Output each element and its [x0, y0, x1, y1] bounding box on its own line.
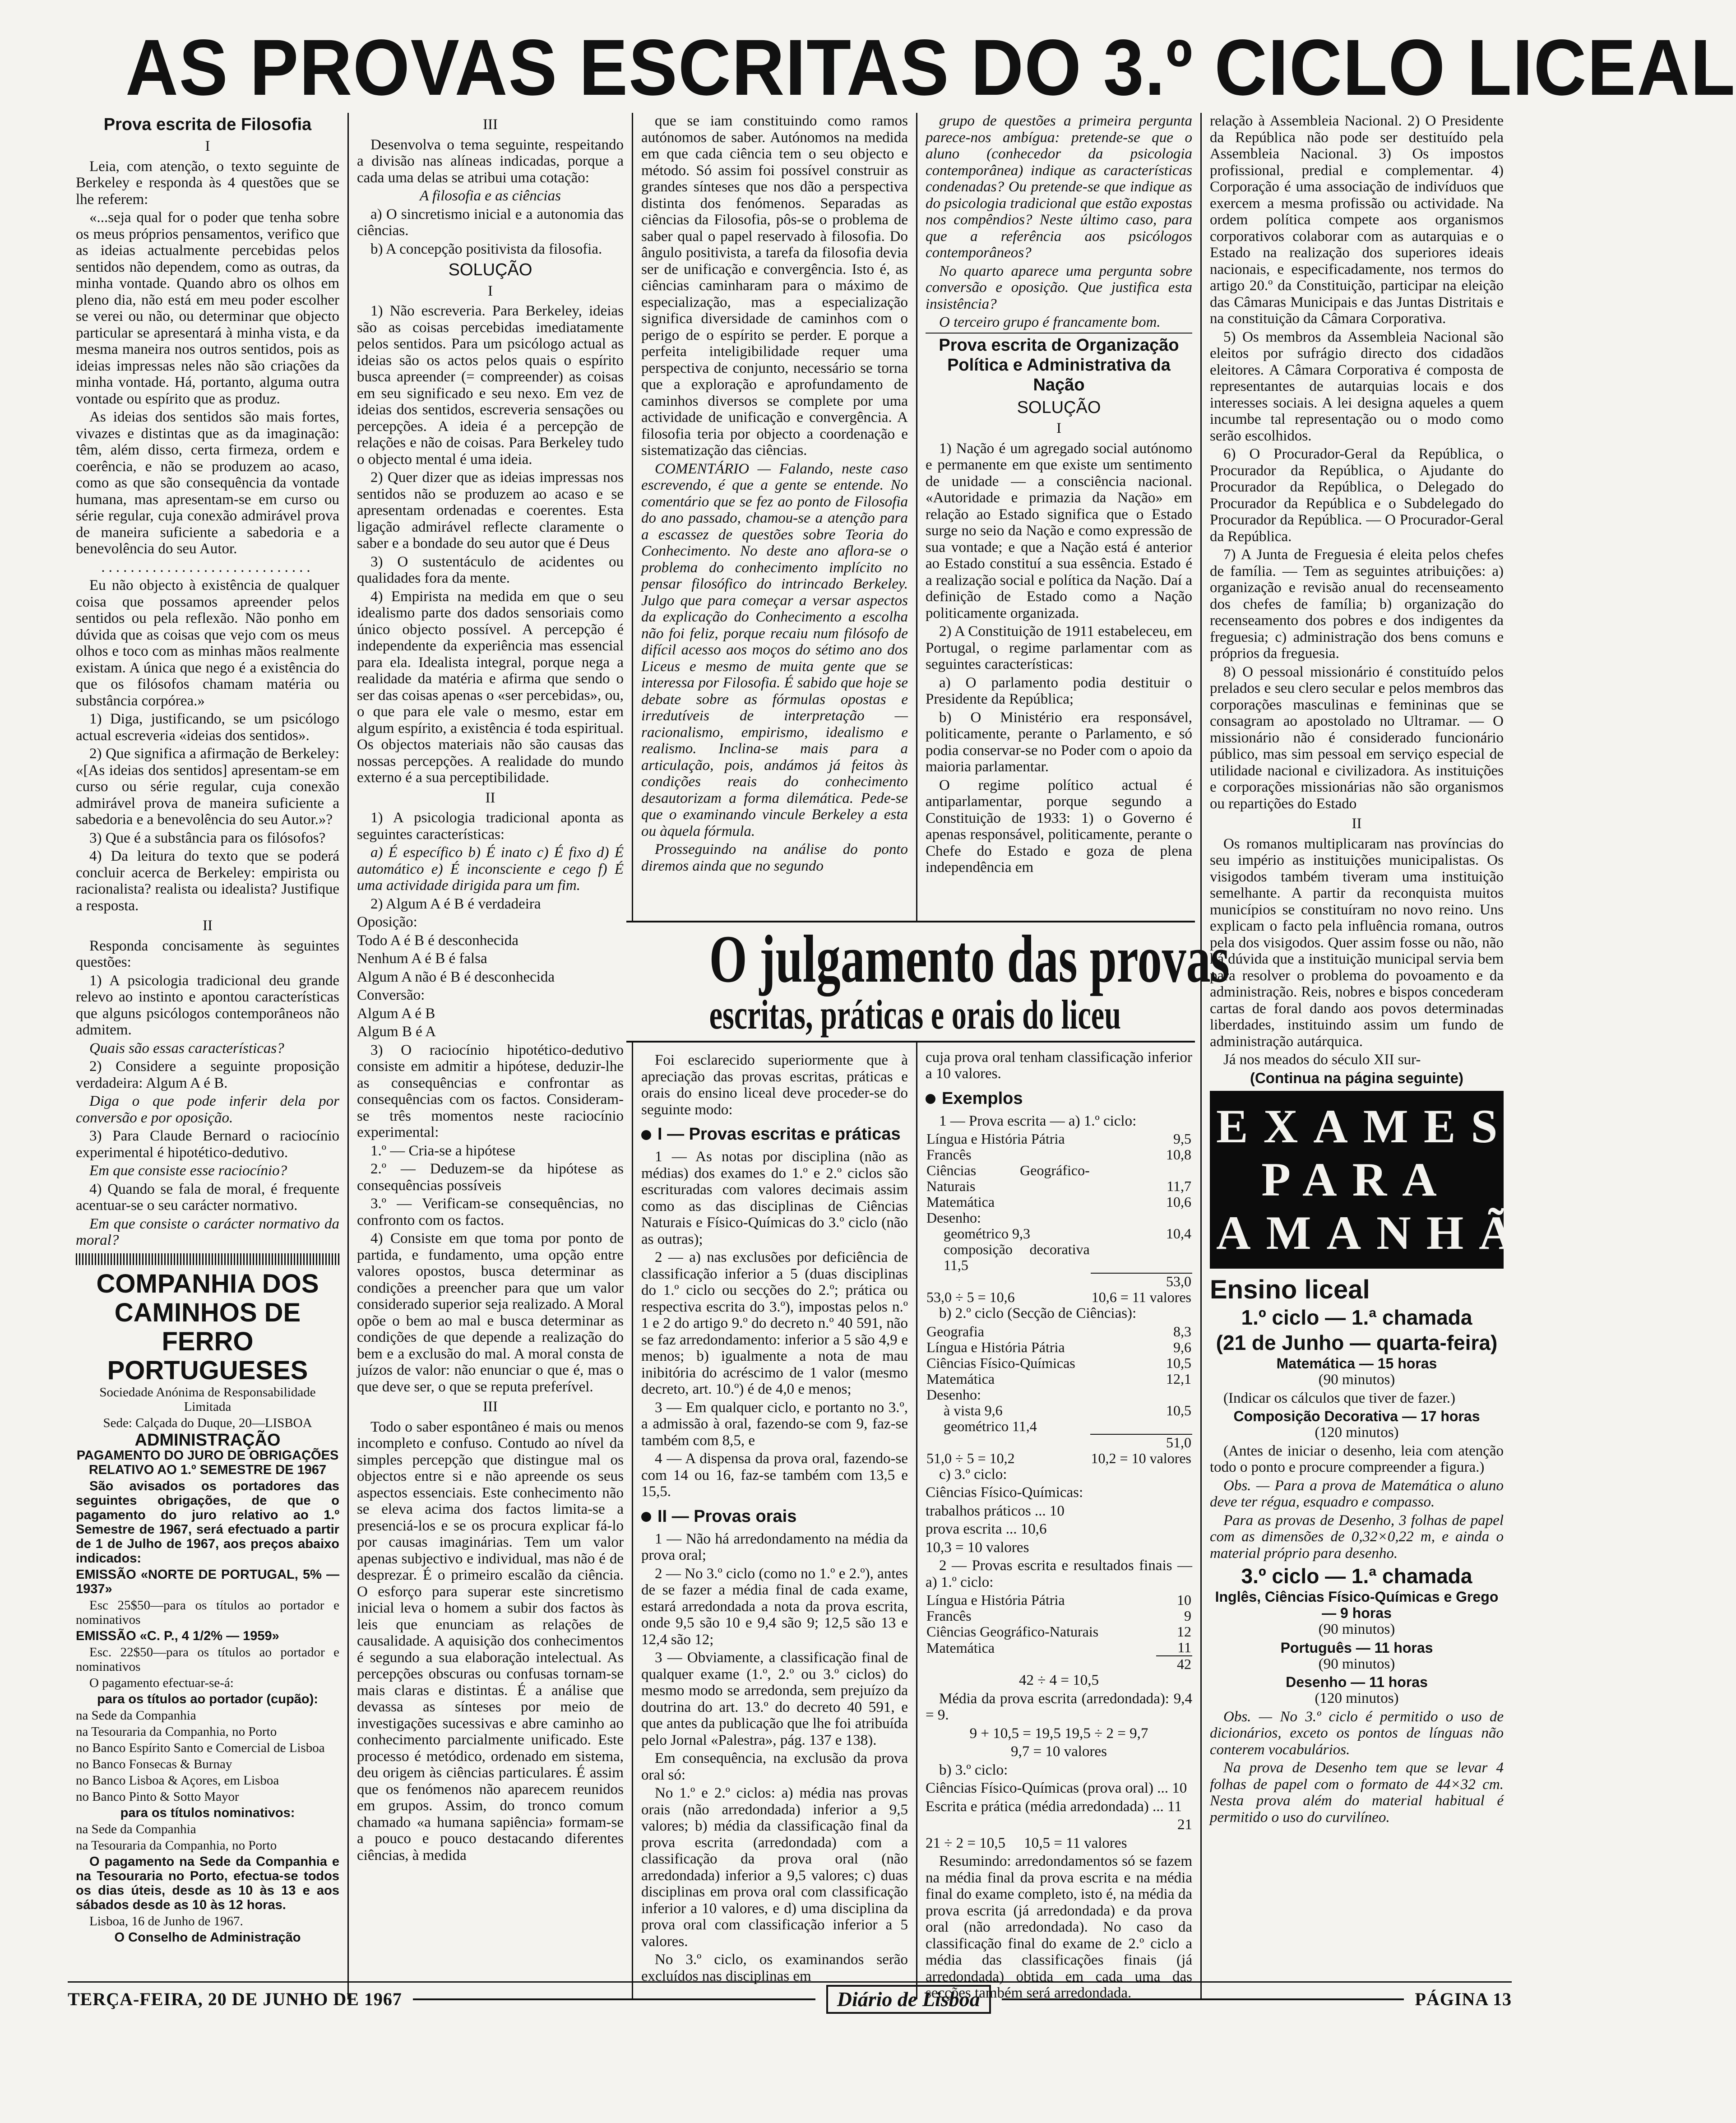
- resumo: Resumindo: arredondamentos só se fazem na média final da prova escrita e na média final do exame completo, isto é, na média da prova escrita (já arredondada) e da prova oral (não arredondada). No caso da classificação final do exame de 2.º ciclo a média das classificações finais (já arredondada) obtida em cada uma das secções também será arredondada.: [926, 1853, 1192, 2001]
- calc-line: Média da prova escrita (arredondada): 9,4 = 9.: [926, 1690, 1192, 1723]
- grades-table-3: [926, 1592, 1192, 1672]
- ad-emission-2-price: Esc. 22$50—para os títulos ao portador e nominativos: [76, 1645, 339, 1674]
- exames-banner: EXAMES PARA AMANHÃ: [1210, 1091, 1504, 1269]
- answer-ii-3-step: 3.º — Verificam-se consequências, no confronto com os factos.: [357, 1196, 624, 1228]
- exam-duration: (90 minutos): [1318, 1655, 1395, 1672]
- ad-emission-1-price: Esc 25$50—para os títulos ao portador e nominativos: [76, 1598, 339, 1627]
- exam-note: Na prova de Desenho tem que se levar 4 folhas de papel com o formato de 44×32 cm. Nesta prova além do material habitual é permitido o uso do curvilíneo.: [1210, 1760, 1504, 1826]
- column-3: [632, 113, 916, 1999]
- exam-item: Inglês, Ciências Físico-Químicas e Grego — 9 horas: [1215, 1589, 1499, 1621]
- bullet-icon: [926, 1094, 935, 1104]
- grade-row: Língua e História Pátria 9,6: [926, 1339, 1191, 1355]
- answer-ii-2-line: Algum B é A: [357, 1024, 436, 1040]
- organizacao-continued: relação à Assembleia Nacional. 2) O Presidente da República não pode ser destituído pela Assembleia Nacional. 3) Os impostos profissional, predial e complementar. 4) Corporação é uma associação de indivíduos que exercem a mesma profissão ou actividade. Na ordem política compete aos organismos corporativos colaborar com as autarquias e o Estado na realização dos superiores ideais nacionais, e especificadamente, nos termos do artigo 20.º da Constituição, participar na eleição das Câmaras Municipais e das Juntas Distritais e na constituição da Câmara Corporativa.: [1210, 113, 1504, 327]
- ad-payment-line: para os títulos nominativos:: [120, 1806, 295, 1820]
- example-3-line: 10,3 = 10 valores: [926, 1539, 1029, 1556]
- berkeley-quote-1: «...seja qual for o poder que tenha sobre os meus próprios pensamentos, verifico que as ideias actualmente percebidas pelos sentidos não dependem, como as outras, da minha vontade. Quando abro os olhos em pleno dia, não está em meu poder escolher se verei ou não, ou determinar que objecto particular se apresentará à minha vista, e da mesma maneira nos outros sentidos, pois as ideias impressas neles não são criações da minha vontade. Há, portanto, alguma outra vontade ou espírito que as produz.: [76, 209, 339, 407]
- calc-line: 42 ÷ 4 = 10,5: [1019, 1672, 1099, 1688]
- answer-ii-2-line: Todo A é B é desconhecida: [357, 932, 518, 949]
- exam-note: (Indicar os cálculos que tiver de fazer.): [1223, 1390, 1455, 1406]
- bullet-icon: [641, 1130, 651, 1140]
- grade-row: Geografia 8,3: [926, 1323, 1191, 1340]
- grade-row: Desenho:: [926, 1386, 981, 1403]
- grade-row: Ciências Físico-Químicas 10,5: [926, 1354, 1191, 1371]
- page-number: PÁGINA 13: [1415, 1989, 1512, 2009]
- grade-row: à vista 9,6 10,5: [944, 1402, 1191, 1418]
- ad-payment-line: para os títulos ao portador (cupão):: [97, 1692, 318, 1706]
- ad-title: COMPANHIA DOS CAMINHOS DE FERRO PORTUGUESES: [96, 1269, 319, 1385]
- organizacao-answer-1: 1) Nação é um agregado social autónomo e permanente em que existe um sentimento de unidade — a consciência nacional. «Autoridade e primazia da Nação» em relação ao Estado significa que o Estado surge no seio da Nação e como expressão de sua vontade; e que a Nação está é anterior ao Estado constituí a sua essência. Estado é a realização social e política da Nação. Daí a definição de Estado como a Nação politicamente organizada.: [926, 440, 1192, 621]
- exam-duration: (90 minutos): [1318, 1372, 1395, 1388]
- ad-payment-line: na Sede da Companhia: [76, 1822, 196, 1836]
- berkeley-quote-2: As ideias dos sentidos são mais fortes, vivazes e distintas que as da imaginação: têm, além disso, certa firmeza, ordem e coerência, e não se produzem ao acaso, como as que são consequência da vontade humana, mas apresentam-se em curso ou série regular, cuja conexão admirável prova de maneira suficiente a sabedoria e a benevolência do seu Autor.: [76, 409, 339, 557]
- page-headline: AS PROVAS ESCRITAS DO 3.º CICLO LICEAL: [125, 23, 1736, 112]
- question-1: 1) Diga, justificando, se um psicólogo actual escreveria «ideias dos sentidos».: [76, 711, 339, 744]
- grade-row: Matemática 12,1: [926, 1370, 1191, 1387]
- answer-ii-3-step: 2.º — Deduzem-se da hipótese as consequências possíveis: [357, 1161, 624, 1194]
- answer-ii-1: 1) A psicologia tradicional aponta as seguintes características:: [357, 810, 624, 843]
- julgamento-rule: Em consequência, na exclusão da prova oral só:: [641, 1750, 908, 1783]
- grade-row: geométrico 11,4: [944, 1418, 1037, 1434]
- question-4: 4) Da leitura do texto que se poderá concluir acerca de Berkeley: empirista ou racionalista? realista ou idealista? Justifique a resposta.: [76, 848, 339, 914]
- exam-duration: (120 minutos): [1315, 1690, 1399, 1706]
- part2-question-2b: Diga o que pode inferir dela por conversão e por oposição.: [76, 1093, 339, 1126]
- answer-2: 2) Quer dizer que as ideias impressas nos sentidos não se produzem ao acaso e se apresentam ordenadas e coerentes. Esta ligação admirável reflecte claramente o saber e a bondade do seu autor que é Deus: [357, 469, 624, 552]
- julgamento-rule: No 1.º e 2.º ciclos: a) média nas provas orais (não arredondada) inferior a 9,5 valores; b) média da classificação final da prova escrita (arredondada) com a classificação da prova oral (não arredondada) inferior a 9,5 valores; c) duas disciplinas em prova oral com classificação inferior a 10 valores, e d) uma disciplina da prova oral com classificação inferior a 5 valores.: [641, 1785, 908, 1950]
- exemplos-heading: Exemplos: [926, 1089, 1192, 1108]
- organizacao-part-ii: Os romanos multiplicaram nas províncias do seu império as instituições municipalistas. Os visigodos também tiveram uma instituição semelhante. A partir da reconquista muitos municípios se constituíram no novo reino. Uns explicam o facto pela influência romana, outros pela dos visigodos. Quer assim fosse ou não, não há dúvida que a instituição municipal servia bem para resolver o problema do povoamento e da administração. Reis, nobres e bispos concederam cartas de foral dando aos povos determinadas liberdades, instituindo assim um fundo de administração autárquica.: [1210, 835, 1504, 1050]
- example-1-title: 1 — Prova escrita — a) 1.º ciclo:: [939, 1112, 1137, 1129]
- footer-date: TERÇA-FEIRA, 20 DE JUNHO DE 1967: [68, 1989, 402, 2009]
- column-1: [68, 113, 347, 1999]
- ciclo-3-heading: 3.º ciclo — 1.ª chamada: [1241, 1564, 1472, 1588]
- berkeley-quote-3: Eu não objecto à existência de qualquer coisa que possamos apreender pelos sentidos ou pela reflexão. Não ponho em dúvida que as coisas que vejo com os meus olhos e toco com as minhas mãos realmente existam. A única que nego é a existência do que os filósofos chamam matéria ou substância corpórea.»: [76, 577, 339, 709]
- part2-question-3b: Em que consiste esse raciocínio?: [89, 1163, 287, 1179]
- organizacao-answer-2b: b) O Ministério era responsável, politicamente, perante o Parlamento, e só podia conservar-se no Poder com o apoio da maioria parlamentar.: [926, 709, 1192, 775]
- ad-payment-line: na Tesouraria da Companhia, no Porto: [76, 1838, 277, 1853]
- ad-signature: O Conselho de Administração: [114, 1930, 301, 1945]
- grade-row: Língua e História Pátria 10: [926, 1592, 1191, 1608]
- commentary: COMENTÁRIO — Falando, neste caso escrevendo, é que a gente se entende. No comentário que se fez ao ponto de Filosofia do ano passado, chamou-se a atenção para a escassez de questões sobre Teoria do Conhecimento. No deste ano aflora-se o problema do conhecimento implícito no pensar filosófico do intrincado Berkeley. Julgo que para começar a versar aspectos da explicação do Conhecimento a escolha não foi feliz, porque recaiu num filósofo de difícil acesso aos moços do sétimo ano dos Liceus e mesmo de muita gente que se interessa por Filosofia. É sabido que hoje se debate sobre as fórmulas opostas e irredutíveis de interpretação — racionalismo, empirismo, idealismo e realismo. Inclina-se mais para a articulação, pois, andámos já feitos às condições reais do conhecimento desautorizam a forma dilemática. Pede-se que o examinando vincule Berkeley a esta ou àquela fórmula.: [641, 460, 908, 839]
- answer-4: 4) Empirista na medida em que o seu idealismo parte dos dados sensoriais como único objecto possível. A percepção é independente da experiência mas essencial para ela. Idealista integral, porque nega a realidade da matéria e afirma que sendo o ser das coisas apenas o «ser percebidas», ou, o que para ele vale o mesmo, estar em algum espírito, a existência é toda espiritual. Os objectos materiais não são causas das nossas percepções. A realidade do mundo externo é a sua perceptibilidade.: [357, 588, 624, 786]
- example-3-line: Ciências Físico-Químicas:: [926, 1484, 1083, 1501]
- exam-note: Obs. — Para a prova de Matemática o aluno deve ter régua, esquadro e compasso.: [1210, 1477, 1504, 1510]
- example-3-title: c) 3.º ciclo:: [939, 1466, 1007, 1483]
- julgamento-rule: 1 — As notas por disciplina (não as médias) dos exames do 1.º e 2.º ciclos são escrituradas com valores decimais assim como as das disciplinas de Ciências Naturais e Físico-Químicas do 3.º ciclo (não as outras);: [641, 1149, 908, 1247]
- answer-ii-2-line: Nenhum A é B é falsa: [357, 950, 487, 967]
- example-2-title: b) 2.º ciclo (Secção de Ciências):: [939, 1305, 1137, 1321]
- section-number: II: [1352, 816, 1362, 832]
- answer-ii-2-line: Algum A não é B é desconhecida: [357, 969, 555, 985]
- part2-question-3: 3) Para Claude Bernard o raciocínio experimental é hipotético-dedutivo.: [76, 1128, 339, 1161]
- column-4: [916, 113, 1200, 1999]
- part2-intro: Responda concisamente às seguintes questões:: [76, 937, 339, 970]
- part3-item-b: b) A concepção positivista da filosofia.: [370, 241, 602, 257]
- answer-ii-4: 4) Consiste em que toma por ponto de partida, e fundamento, uma opção entre valores opostos, busca determinar as condições a preencher para que um valor considerado superior seja realizado. A Moral opõe o bem ao mal e busca determinar as condições de que depende a realização do bem e a exclusão do mal. A moral consta de juízos de valor: não enunciar o que é, mas o que deve ser, o que se reputa preferível.: [357, 1230, 624, 1395]
- ad-payment-line: no Banco Pinto & Sotto Mayor: [76, 1789, 239, 1804]
- ad-admin: ADMINISTRAÇÃO: [134, 1430, 281, 1450]
- answer-ii-3-step: 1.º — Cria-se a hipótese: [370, 1142, 515, 1159]
- grade-row: Matemática 10,6: [926, 1194, 1191, 1210]
- julgamento-rule: 4 — A dispensa da prova oral, fazendo-se com 14 ou 16, faz-se também com 13,5 e 15,5.: [641, 1451, 908, 1500]
- exam-note: Para as provas de Desenho, 3 folhas de papel com as dimensões de 0,32×0,22 m, e ainda o material próprio para desenho.: [1210, 1512, 1504, 1562]
- grade-row: Desenho:: [926, 1210, 981, 1226]
- grade-row: composição decorativa 11,5: [944, 1241, 1090, 1273]
- exam-item: Matemática — 15 horas: [1276, 1355, 1437, 1372]
- julgamento-rule: No 3.º ciclo, os examinandos serão excluídos nas disciplinas em: [641, 1951, 908, 1984]
- exam-item: Português — 11 horas: [1280, 1639, 1433, 1656]
- essay-continuation: que se iam constituindo como ramos autónomos de saber. Autónomos na medida em que cada ciência tem o seu objecto e método. Só assim foi possível construir as grandes sínteses que nos dão a perspectiva distinta dos fenómenos. Separadas as ciências da Filosofia, pôs-se o problema de saber qual o papel reservado à filosofia. Do ângulo positivista, a tarefa da filosofia devia ser de unificação e convergência. Isto é, as ciências caminharam para o máximo de especialização, mas a especialização significa diversidade de caminhos com o perigo de o espírito se perder. E porque a perfeita inteligibilidade requer uma perspectiva de conjunto, necessário se torna que a exploração e aprofundamento de caminhos diversos se complete por uma actividade de unificação e convergência. A filosofia teria por objecto a coordenação e sistematização das ciências.: [641, 113, 908, 459]
- grades-table-1: [926, 1131, 1192, 1305]
- calc-line: 9,7 = 10 valores: [1011, 1743, 1107, 1760]
- grade-row: geométrico 9,3 10,4: [944, 1225, 1191, 1242]
- organizacao-answer-5: 5) Os membros da Assembleia Nacional são eleitos por sufrágio directo dos cidadãos eleitores. A Câmara Corporativa é composta de representantes de autarquias locais e dos interesses sociais. A lei designa aqueles a quem incumbe tal representação ou o modo como serão escolhidos.: [1210, 329, 1504, 444]
- ad-payment-line: na Tesouraria da Companhia, no Porto: [76, 1724, 277, 1739]
- ad-seat: Sede: Calçada do Duque, 20—LISBOA: [103, 1415, 312, 1430]
- answer-ii-2-line: Oposição:: [357, 914, 417, 930]
- solution-heading: SOLUÇÃO: [448, 260, 532, 279]
- commentary-end: grupo de questões a primeira pergunta parece-nos ambígua: pretende-se que o aluno (conhecedor da psicologia contemporânea) indique as características condenadas? Ou pretende-se que indique as do psicologia tradicional que estão expostas nos compêndios? Neste último caso, para que a referência aos psicólogos contemporâneos?: [926, 113, 1192, 261]
- grade-result: 51,0 ÷ 5 = 10,2 10,2 = 10 valores: [926, 1450, 1191, 1466]
- answer-ii-3: 3) O raciocínio hipotético-dedutivo consiste em admitir a hipótese, deduzir-lhe as consequências e confrontar as consequências com os factos. Consideram-se três momentos neste raciocínio experimental:: [357, 1042, 624, 1140]
- exam-duration: (120 minutos): [1315, 1424, 1399, 1441]
- julgamento-intro: Foi esclarecido superiormente que à apreciação das provas escritas, práticas e orais do ensino liceal deve proceder-se do seguinte modo:: [641, 1052, 908, 1118]
- commentary-end: No quarto aparece uma pergunta sobre conversão e oposição. Que justifica esta insistência?: [926, 263, 1192, 312]
- part2-question-4b: Em que consiste o carácter normativo da moral?: [76, 1215, 339, 1248]
- exam-note: Obs. — No 3.º ciclo é permitido o uso de dicionários, exceto os pontos de línguas não conterem vocabulários.: [1210, 1708, 1504, 1758]
- grade-total: 53,0: [926, 1273, 1192, 1289]
- section-number: II: [485, 789, 495, 806]
- question-3: 3) Que é a substância para os filósofos?: [89, 830, 326, 846]
- part3-item-a: a) O sincretismo inicial e a autonomia das ciências.: [357, 206, 624, 239]
- julgamento-rule: 3 — Em qualquer ciclo, e portanto no 3.º, a admissão à oral, fazendo-se com 9, faz-se também com 8,5, e: [641, 1399, 908, 1449]
- column-2: [347, 113, 632, 1999]
- julgamento-rule: 2 — No 3.º ciclo (como no 1.º e 2.º), antes de se fazer a média final de cada exame, estará arredondada a nota da prova escrita, onde 9,5 são 10 e 9,4 são 9; 12,5 são 13 e 12,4 são 12;: [641, 1565, 908, 1648]
- solution-heading: SOLUÇÃO: [1017, 398, 1101, 417]
- ad-notice: São avisados os portadores das seguintes obrigações, de que o pagamento do juro relativo ao 1.º Semestre de 1967, será efectuado a partir de 1 de Julho de 1967, aos preços abaixo indicados:: [76, 1479, 339, 1566]
- organizacao-title: Prova escrita de Organização Política e Administrativa da Nação: [939, 335, 1179, 394]
- section-number: I: [1056, 420, 1061, 436]
- grade-row: Ciências Geográfico-Naturais 12: [926, 1623, 1191, 1640]
- example-3-line: prova escrita ... 10,6: [926, 1521, 1047, 1537]
- organizacao-answer-7: 7) A Junta de Freguesia é eleita pelos chefes de família. — Tem as seguintes atribuições: a) organização e revisão anual do recenseamento dos chefes de família; b) organização do recenseamento dos pobres e dos indigentes da freguesia; c) administração dos bens comuns e próprios da freguesia.: [1210, 547, 1504, 662]
- ad-company: Sociedade Anónima de Responsabilidade Limitada: [99, 1385, 316, 1414]
- julgamento-rule: 2 — a) nas exclusões por deficiência de classificação inferior a 5 (duas disciplinas do 1.º ciclo ou secções do 2.º; prática ou respectiva escrita do 3.º), impostas pelos n.º 1 e 2 do artigo 9.º do decreto n.º 40 591, não se faz arredondamento: inferior a 5 são 4,9 e menos; b) igualmente a nota de mau inibitória do acréscimo de 1 valor (mesmo decreto, art. 10.º) é de 4,0 e menos;: [641, 1249, 908, 1397]
- answer-iii-essay: Todo o saber espontâneo é mais ou menos incompleto e confuso. Contudo ao nível da simples percepção que distingue mal os objectos entre si e não apreende os seus aspectos essenciais. Este conhecimento não se eleva acima dos factos limita-se a presenciá-los e se os procura explicar fá-lo por causas imaginárias. Tem um valor apenas subjectivo e individual, mas não é de desprezar. É o primeiro escalão da ciência. O esforço para superar este sincretismo inicial leva o homem a subir dos factos às leis que enunciam as relações de causalidade. A aquisição dos conhecimentos é segundo a sua elaboração intelectual. As percepções obscuras ou confusas tornam-se mais claras e distintas. É a análise que devassa as sínteses por meio de investigações sucessivas e abre caminho ao conhecimento parcialmente unificado. Este processo é metódico, ordenado em sistema, deu origem às ciências particulares. É assim que os fenómenos não aparecem reunidos em grupos. Assim, do tronco comum chamado «a humana sapiência» formam-se a pouco e pouco destacando diferentes ciências, à medida: [357, 1418, 624, 1863]
- filosofia-title: Prova escrita de Filosofia: [103, 115, 312, 134]
- julgamento-rule: 3 — Obviamente, a classificação final de qualquer exame (1.º, 2.º ou 3.º ciclos) do mesmo modo se arredonda, sem prejuízo da doutrina do art. 13.º do decreto 40 591, e que antes da publicação que lhe foi atribuída pelo Jornal «Palestra», pág. 137 e 138).: [641, 1650, 908, 1748]
- grade-row: Língua e História Pátria 9,5: [926, 1131, 1191, 1147]
- example-b3: b) 3.º ciclo:: [939, 1761, 1008, 1778]
- commentary-continued: Prosseguindo na análise do ponto diremos ainda que no segundo: [641, 841, 908, 874]
- grade-row: Matemática 11: [926, 1639, 1191, 1656]
- section-number: I: [488, 283, 493, 299]
- example-b3-line: Escrita e prática (média arredondada) ... 11: [926, 1798, 1182, 1815]
- newspaper-logo: Diário de Lisboa: [826, 1985, 991, 2014]
- filosofia-intro: Leia, com atenção, o texto seguinte de Berkeley e responda às 4 questões que se lhe referem:: [76, 158, 339, 208]
- section-number: III: [483, 116, 498, 133]
- part3-intro: Desenvolva o tema seguinte, respeitando a divisão nas alíneas indicadas, porque a cada uma delas se atribui uma cotação:: [357, 136, 624, 186]
- julgamento-headline: [626, 921, 1230, 1043]
- grade-total: 42: [926, 1656, 1192, 1672]
- grades-table-2: [926, 1324, 1192, 1466]
- column-5: [1200, 113, 1529, 1999]
- organizacao-answer-2: 2) A Constituição de 1911 estabeleceu, em Portugal, o regime parlamentar com as seguintes características:: [926, 623, 1192, 672]
- julgamento-section-2: II — Provas orais: [641, 1506, 908, 1526]
- organizacao-answer-8: 8) O pessoal missionário é constituído pelos prelados e seu clero secular e pelos membros das corporações masculinas e femininas que se consagram ao apostolado no Ultramar. — O missionário não é considerado funcionário público, mas sim pessoal em serviço especial de utilidade nacional e civilizadora. As instituições e corporações missionárias não são organismos ou repartições do Estado: [1210, 663, 1504, 812]
- page-footer: [68, 1981, 1512, 2013]
- exclusion-note: cuja prova oral tenham classificação inferior a 10 valores.: [926, 1049, 1192, 1082]
- julgamento-rule: 1 — Não há arredondamento na média da prova oral;: [641, 1530, 908, 1563]
- ad-payment-line: no Banco Espírito Santo e Comercial de Lisboa: [76, 1741, 325, 1755]
- ciclo-1-heading: 1.º ciclo — 1.ª chamada: [1241, 1306, 1472, 1329]
- grade-row: Francês 10,8: [926, 1146, 1191, 1163]
- answer-1: 1) Não escreveria. Para Berkeley, ideias são as coisas percebidas imediatamente pelos sentidos. Para um psicólogo actual as ideias são os actos pelos quais o espírito busca apreender (= compreender) as coisas em seu significado e seu nexo. Em vez de ideias dos sentidos, escreveria sensações ou percepções. A ideia é a percepção de relações e não de coisas. Para Berkeley tudo o objecto mental é uma ideia.: [357, 303, 624, 468]
- example-3-line: trabalhos práticos ... 10: [926, 1502, 1065, 1519]
- ad-payment-line: no Banco Fonsecas & Burnay: [76, 1757, 232, 1771]
- article-columns: [68, 113, 1529, 2001]
- julgamento-section-1: I — Provas escritas e práticas: [641, 1124, 908, 1144]
- exam-item: Desenho — 11 horas: [1286, 1674, 1428, 1690]
- oral-title: 2 — Provas escrita e resultados finais — a) 1.º ciclo:: [926, 1557, 1192, 1590]
- julgamento-subtitle: escritas, práticas e orais do liceu: [709, 992, 1121, 1038]
- part2-question-4: 4) Quando se fala de moral, é frequente acentuar-se o seu carácter normativo.: [76, 1181, 339, 1214]
- commentary-end: O terceiro grupo é francamente bom.: [939, 314, 1161, 330]
- answer-ii-2-line: Algum A é B: [357, 1005, 435, 1022]
- ad-payment-line: na Sede da Companhia: [76, 1708, 196, 1723]
- answer-ii-2: 2) Algum A é B é verdadeira: [370, 895, 541, 912]
- ellipsis-divider: .............................: [101, 559, 314, 575]
- part3-topic: A filosofia e as ciências: [420, 188, 561, 204]
- ad-emission-2: EMISSÃO «C. P., 4 1/2% — 1959»: [76, 1629, 279, 1643]
- grade-row: Francês 9: [926, 1608, 1191, 1624]
- calc-line: 21 ÷ 2 = 10,5 10,5 = 11 valores: [926, 1835, 1127, 1851]
- part2-question-1: 1) A psicologia tradicional deu grande relevo ao instinto e apontou características que alguns psicólogos contemporâneos não admitem.: [76, 972, 339, 1038]
- ensino-heading: Ensino liceal: [1210, 1275, 1370, 1304]
- organizacao-answer-6: 6) O Procurador-Geral da República, o Procurador da República, o Ajudante do Procurador da República, o Delegado do Procurador da República e o Subdelegado do Procurador da República. — O Procurador-Geral da República.: [1210, 446, 1504, 545]
- continued-note: (Continua na página seguinte): [1250, 1069, 1463, 1086]
- part2-question-2: 2) Considere a seguinte proposição verdadeira: Algum A é B.: [76, 1058, 339, 1091]
- example-b3-line: Ciências Físico-Químicas (prova oral) ... 10: [926, 1780, 1187, 1796]
- answer-3: 3) O sustentáculo de acidentes ou qualidades fora da mente.: [357, 553, 624, 586]
- section-number: I: [205, 138, 210, 154]
- organizacao-part-ii-end: Já nos meados do século XII sur-: [1223, 1052, 1421, 1068]
- exam-item: Composição Decorativa — 17 horas: [1233, 1408, 1480, 1424]
- grade-total: 21: [1177, 1817, 1192, 1833]
- answer-ii-2-line: Conversão:: [357, 987, 425, 1003]
- section-number: II: [203, 918, 213, 934]
- ad-payment-line: O pagamento na Sede da Companhia e na Tesouraria no Porto, efectua-se todos os dias úteis, desde as 10 às 13 e aos sábados desde as 10 às 12 horas.: [76, 1854, 339, 1912]
- ad-payment-line: O pagamento efectuar-se-á:: [89, 1676, 234, 1690]
- ad-date: Lisboa, 16 de Junho de 1967.: [89, 1914, 243, 1928]
- answer-ii-1-list: a) É específico b) É inato c) É fixo d) É automático e) É inconsciente e cego f) É uma actividade dirigida para um fim.: [357, 844, 624, 894]
- exam-note: (Antes de iniciar o desenho, leia com atenção todo o ponto e procure compreender a figura.): [1210, 1442, 1504, 1475]
- grade-total: 51,0: [926, 1434, 1192, 1451]
- ad-payment-line: no Banco Lisboa & Açores, em Lisboa: [76, 1773, 279, 1788]
- calc-line: 9 + 10,5 = 19,5 19,5 ÷ 2 = 9,7: [969, 1725, 1148, 1742]
- ad-emission-1: EMISSÃO «NORTE DE PORTUGAL, 5% — 1937»: [76, 1567, 339, 1596]
- grade-result: 53,0 ÷ 5 = 10,6 10,6 = 11 valores: [926, 1289, 1191, 1305]
- organizacao-answer-2a: a) O parlamento podia destituir o Presidente da República;: [926, 674, 1192, 707]
- ciclo-1-date: (21 de Junho — quarta-feira): [1216, 1331, 1498, 1354]
- ad-payment-title: PAGAMENTO DO JURO DE OBRIGAÇÕES RELATIVO AO 1.º SEMESTRE DE 1967: [76, 1448, 339, 1477]
- ad-divider: [76, 1253, 339, 1265]
- organizacao-answer-2c: O regime político actual é antiparlamentar, porque segundo a Constituição de 1933: 1) o Governo é apenas responsável, politicamente, perante o Chefe do Estado e goza de plena independência em: [926, 777, 1192, 876]
- part2-question-1b: Quais são essas características?: [89, 1040, 284, 1057]
- section-number: III: [483, 1399, 498, 1415]
- question-2: 2) Que significa a afirmação de Berkeley: «[As ideias dos sentidos] apresentam-se em curso ou série regular, cuja conexão admirável prova de maneira suficiente a sabedoria e a benevolência do seu Autor.»?: [76, 746, 339, 828]
- grade-row: Ciências Geográfico-Naturais 11,7: [926, 1162, 1191, 1194]
- julgamento-title: O julgamento das provas: [709, 922, 1230, 997]
- exam-duration: (90 minutos): [1318, 1621, 1395, 1637]
- bullet-icon: [641, 1512, 651, 1522]
